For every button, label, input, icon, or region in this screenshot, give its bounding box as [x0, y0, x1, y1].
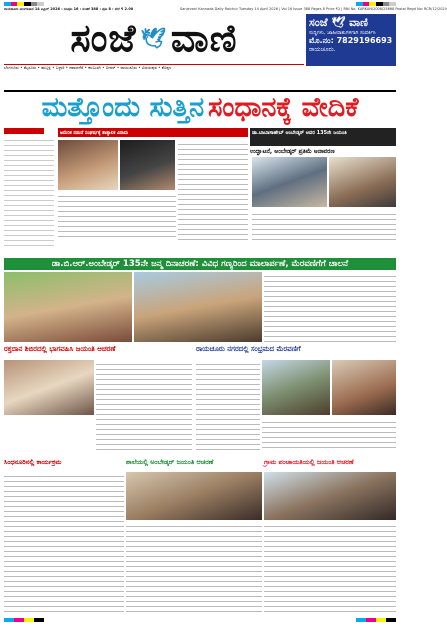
ambedkar-banner: ಡಾ.ಬಿ.ಆರ್.ಅಂಬೇಡ್ಕರ್ 135ನೇ ಜನ್ಮ ದಿನಾಚರಣೆ: ವಿವಿಧ ಗಣ್ಯರಿಂದ ಮಾಲಾರ್ಪಣೆ, ಮೆರವಣಿಗೆಗೆ ಚಾಲನೆ: [4, 258, 396, 270]
photo-trump: [58, 140, 118, 190]
photo-speech: [329, 157, 396, 207]
newspaper-logo: ಸಂಜೆ 🕊 ವಾಣಿ: [70, 15, 238, 60]
contact-ad: ಸಂಜೆ 🕊 ವಾಣಿ ಸುದ್ದಿಗಳು, ಜಾಹೀರಾತುಗಳಿಗಾಗಿ ಸಂಪರ್ಕಿಸಿ ಮೊ.ನಂ: 7829196693 ರಾಯಚೂರು.: [306, 14, 396, 66]
story4-body: [196, 360, 260, 450]
story2-subhead: ಉದ್ಘಾಟನೆ, ಅಂಬೇಡ್ಕರ್ ಪ್ರತಿಮೆ ಅನಾವರಣ: [250, 148, 335, 155]
story4-body-2: [262, 418, 396, 450]
photo-cleric: [120, 140, 175, 190]
edition-nav: ಬೆಂಗಳೂರು • ಮೈಸೂರು • ಹುಬ್ಬಳ್ಳಿ • ಬಳ್ಳಾರಿ • ದಾವಣಗೆರೆ • ಕಲಬುರಗಿ • ಬೀದರ್ • ರಾಯಚೂರು • ವಿಜಯಪುರ • ಕೊಪ್ಪಳ: [4, 64, 304, 72]
photo-garlanding: [134, 272, 262, 342]
story5-title: ಸಿಂಧನೂರಿನಲ್ಲಿ ಕಾರ್ಯಕ್ರಮ: [4, 458, 62, 466]
story7-body: [264, 522, 396, 612]
brief-tag: [4, 128, 44, 134]
dateline: ರಾಯಚೂರು ಮಂಗಳವಾರ 14 ಏಪ್ರಿಲ್ 2026 : ಸಂಪುಟ 16 : ಸಂಚಿಕೆ 388 : ಪುಟ 8 : ಬೆಲೆ ₹ 2.00: [4, 7, 134, 11]
story6-title: ಶಾಲೆಯಲ್ಲಿ ಅಂಬೇಡ್ಕರ್ ಜಯಂತಿ ಆಚರಣೆ: [126, 458, 214, 466]
story3-title: ರಕ್ತದಾನ ಶಿಬಿರದಲ್ಲಿ ಭಾಗವಹಿಸಿ ಜಯಂತಿ ಆಚರಣೆ: [4, 345, 116, 353]
photo-rally-2: [332, 360, 396, 415]
story5-body: [4, 472, 124, 612]
photo-blood-donation: [4, 360, 94, 415]
brief-text: [4, 136, 54, 246]
story7-title: ಗ್ರಾಮ ಪಂಚಾಯತಿಯಲ್ಲಿ ಜಯಂತಿ ಆಚರಣೆ: [264, 458, 354, 466]
registration-marks-bottom-right: [356, 618, 396, 622]
story6-body: [126, 522, 262, 612]
registration-marks-left: [4, 2, 44, 6]
photo-panchayat: [264, 472, 396, 520]
photo-rally: [262, 360, 330, 415]
photo-school: [126, 472, 262, 520]
main-headline: ಮತ್ತೊಂದು ಸುತ್ತಿನ ಸಂಧಾನಕ್ಕೆ ವೇದಿಕೆ: [4, 90, 396, 124]
registration-marks-bottom-left: [4, 618, 44, 622]
photo-ceremony: [252, 157, 327, 207]
story1-body-2: [58, 192, 176, 240]
story1-subhead: ಅಮೆರಿಕ ನಡುವೆ ಸಂಘರ್ಷಕ್ಕೆ ತಾತ್ಕಾಲಿಕ ವಿರಾಮ: [58, 128, 248, 137]
dove-icon: 🕊: [140, 26, 167, 50]
registration-marks-right: [356, 2, 396, 6]
band-story-body: [264, 272, 396, 342]
left-brief-column: [4, 128, 54, 248]
story1-body: [178, 140, 248, 240]
story2-body: [252, 210, 396, 240]
story3-body: [96, 360, 192, 450]
photo-procession: [4, 272, 132, 342]
story4-title: ರಾಯಚೂರು ನಗರದಲ್ಲಿ ಸಂಭ್ರಮದ ಮೆರವಣಿಗೆ: [196, 345, 301, 353]
meta-line: Sanjevani Kannada Daily Raichur Tuesday 14 April 2026 | Vol 16 Issue 388 Pages 8 Price ₹2 | RNI No. KARKAN/2008/25668 Postal Regd No: RCR/12/2024: [180, 7, 447, 11]
story2-kicker: ಡಾ.ಬಾಬಾಸಾಹೇಬ್ ಅಂಬೇಡ್ಕರ್ ಅವರ 135ನೇ ಜಯಂತಿ: [250, 128, 396, 146]
masthead: [4, 14, 396, 74]
